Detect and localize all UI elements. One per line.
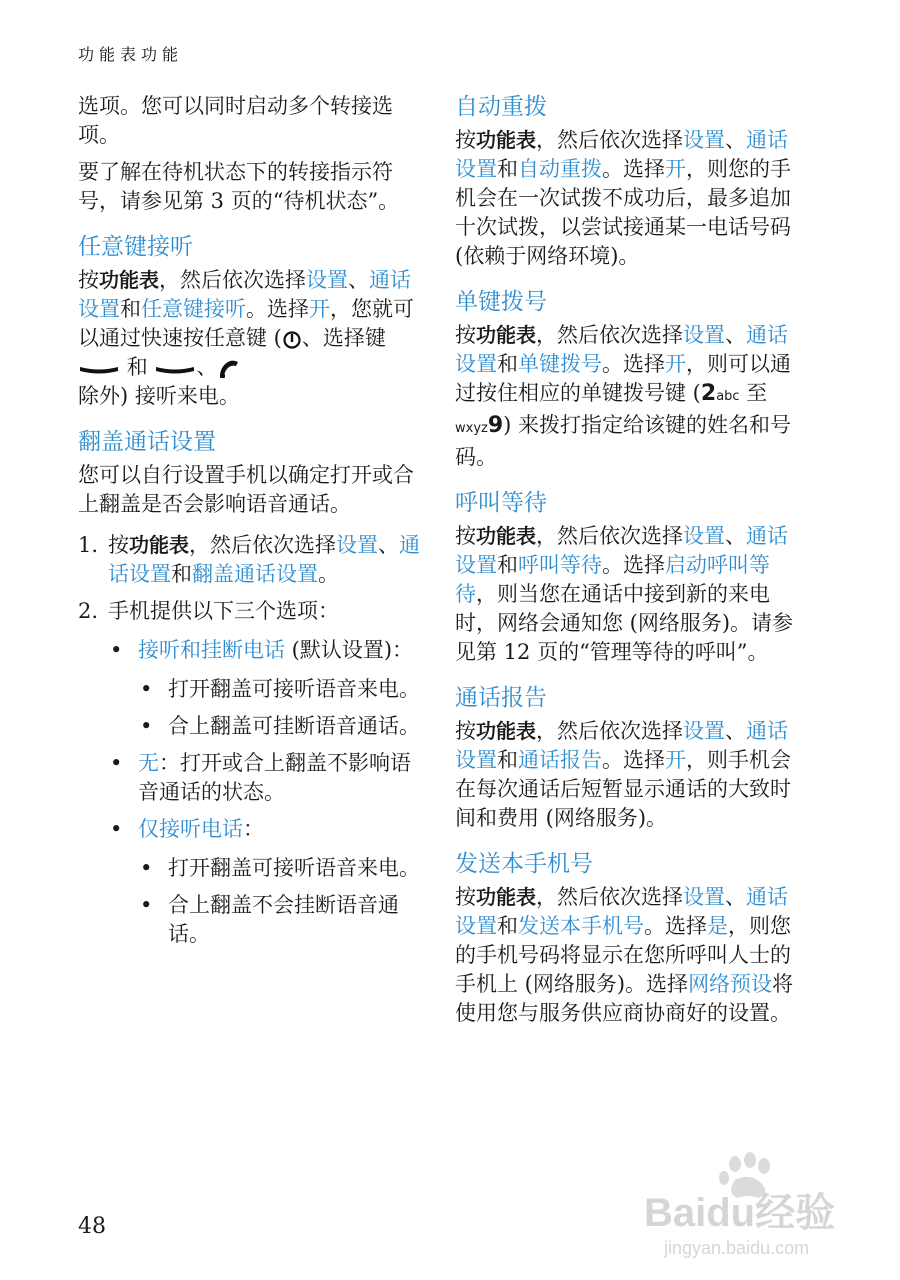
flip-step-2: 2. 手机提供以下三个选项： • 接听和挂断电话 (默认设置)： • 打开翻盖可接听语音来电。 • 合上翻盖可挂断语音通话。 • 无：打开或合上翻盖不影响语音通话的状态。 • 仅接听电话： • 打开翻盖可接听语音来电。 • 合上翻盖不会挂断语音通话。: [78, 597, 423, 949]
link-settings: 设置: [683, 323, 725, 347]
menu-keyword: 功能表: [476, 323, 536, 347]
link-call-settings: 通话设置: [455, 524, 788, 577]
running-header: 功能表功能: [78, 45, 184, 64]
section-title-flip: 翻盖通话设置: [78, 429, 216, 455]
key-2-icon: 2: [700, 381, 717, 406]
intro-paragraph-2: 要了解在待机状态下的转接指示符号，请参见第 3 页的“待机状态”。: [78, 160, 400, 213]
waiting-paragraph: 按功能表，然后依次选择设置、通话设置和呼叫等待。选择启动呼叫等待，则当您在通话中接到新的来电时，网络会通知您 (网络服务)。请参见第 12 页的“管理等待的呼叫”。: [455, 524, 794, 664]
option-on: 开: [309, 297, 330, 321]
watermark-url: jingyan.baidu.com: [664, 1238, 810, 1258]
list-item: • 合上翻盖不会挂断语音通话。: [138, 891, 423, 949]
link-settings: 设置: [683, 128, 725, 152]
section-title-anykey: 任意键接听: [78, 234, 193, 260]
list-item: • 打开翻盖可接听语音来电。: [138, 854, 423, 883]
menu-keyword: 功能表: [476, 128, 536, 152]
flip-options: [108, 636, 423, 949]
link-auto-redial: 自动重拨: [518, 157, 602, 181]
menu-keyword: 功能表: [476, 885, 536, 909]
section-title-report: 通话报告: [455, 685, 547, 711]
key-2-letters: abc: [716, 389, 740, 404]
key-9-letters: wxyz: [455, 421, 488, 436]
option-network-default: 网络预设: [688, 972, 773, 996]
section-title-waiting: 呼叫等待: [455, 490, 547, 516]
list-item: • 打开翻盖可接听语音来电。: [138, 675, 423, 704]
report-paragraph: 按功能表，然后依次选择设置、通话设置和通话报告。选择开，则手机会在每次通话后短暂显示通话的大致时间和费用 (网络服务)。: [455, 719, 791, 830]
flip-step-1: 1. 按功能表，然后依次选择设置、通话设置和翻盖通话设置。: [78, 533, 420, 586]
right-column: [455, 92, 805, 1036]
link-settings: 设置: [683, 885, 725, 909]
option-activate-waiting: 启动呼叫等待: [455, 553, 770, 606]
flip-option-1-details: [138, 675, 423, 741]
option-on: 开: [665, 748, 686, 772]
menu-keyword: 功能表: [99, 268, 159, 292]
power-key-icon: [282, 330, 302, 350]
link-settings: 设置: [683, 524, 725, 548]
link-settings: 设置: [683, 719, 725, 743]
link-settings: 设置: [336, 533, 378, 557]
link-speed-dial: 单键拨号: [518, 352, 602, 376]
option-on: 开: [665, 352, 686, 376]
menu-keyword: 功能表: [129, 533, 189, 557]
option-on: 开: [665, 157, 686, 181]
redial-paragraph: 按功能表，然后依次选择设置、通话设置和自动重拨。选择开，则您的手机会在一次试拨不成功后，最多追加十次试拨，以尝试接通某一电话号码 (依赖于网络环境)。: [455, 128, 791, 268]
link-call-waiting: 呼叫等待: [518, 553, 602, 577]
left-column: [78, 92, 423, 957]
link-settings: 设置: [306, 268, 348, 292]
link-call-settings: 通话设置: [108, 533, 420, 586]
flip-option-3-details: [138, 854, 423, 949]
watermark-brand: Baidu经验: [644, 1191, 836, 1235]
link-call-settings: 通话设置: [455, 719, 788, 772]
end-call-key-icon: [217, 358, 241, 380]
flip-option-answer-end: • 接听和挂断电话 (默认设置)： • 打开翻盖可接听语音来电。 • 合上翻盖可挂断语音通话。: [108, 636, 423, 741]
anykey-paragraph: 按功能表，然后依次选择设置、通话设置和任意键接听。选择开，您就可以通过快速按任意键 ( 、选择键 和 、 除外) 接听来电。: [78, 268, 414, 408]
link-call-settings: 通话设置: [455, 323, 788, 376]
left-selection-key-icon: [78, 363, 120, 375]
baidu-watermark-logo: [640, 1150, 850, 1270]
sendid-paragraph: 按功能表，然后依次选择设置、通话设置和发送本手机号。选择是，则您的手机号码将显示在您所呼叫人士的手机上 (网络服务)。选择网络预设将使用您与服务供应商协商好的设置。: [455, 885, 794, 1025]
menu-keyword: 功能表: [476, 524, 536, 548]
right-selection-key-icon: [154, 363, 196, 375]
flip-steps: [78, 531, 423, 949]
link-anykey-answer: 任意键接听: [141, 297, 246, 321]
link-call-settings: 通话设置: [455, 885, 788, 938]
link-call-settings: 通话设置: [455, 128, 788, 181]
link-call-settings: 通话设置: [78, 268, 411, 321]
key-9-icon: 9: [487, 413, 504, 438]
intro-paragraph-1: 选项。您可以同时启动多个转接选项。: [78, 94, 393, 147]
list-item: • 合上翻盖可挂断语音通话。: [138, 712, 423, 741]
page-number: 48: [78, 1214, 106, 1239]
section-title-sendid: 发送本手机号: [455, 851, 593, 877]
link-flip-settings: 翻盖通话设置: [192, 562, 318, 586]
flip-intro-paragraph: 您可以自行设置手机以确定打开或合上翻盖是否会影响语音通话。: [78, 463, 414, 516]
section-title-redial: 自动重拨: [455, 94, 547, 120]
section-title-speeddial: 单键拨号: [455, 289, 547, 315]
option-yes: 是: [707, 914, 728, 938]
link-call-report: 通话报告: [518, 748, 602, 772]
link-send-own-number: 发送本手机号: [518, 914, 644, 938]
flip-option-answer-only: • 仅接听电话： • 打开翻盖可接听语音来电。 • 合上翻盖不会挂断语音通话。: [108, 815, 423, 949]
flip-option-none: • 无：打开或合上翻盖不影响语音通话的状态。: [108, 749, 423, 807]
menu-keyword: 功能表: [476, 719, 536, 743]
speeddial-paragraph: 按功能表，然后依次选择设置、通话设置和单键拨号。选择开，则可以通过按住相应的单键拨号键 (2abc 至 wxyz9) 来拨打指定给该键的姓名和号码。: [455, 323, 792, 469]
